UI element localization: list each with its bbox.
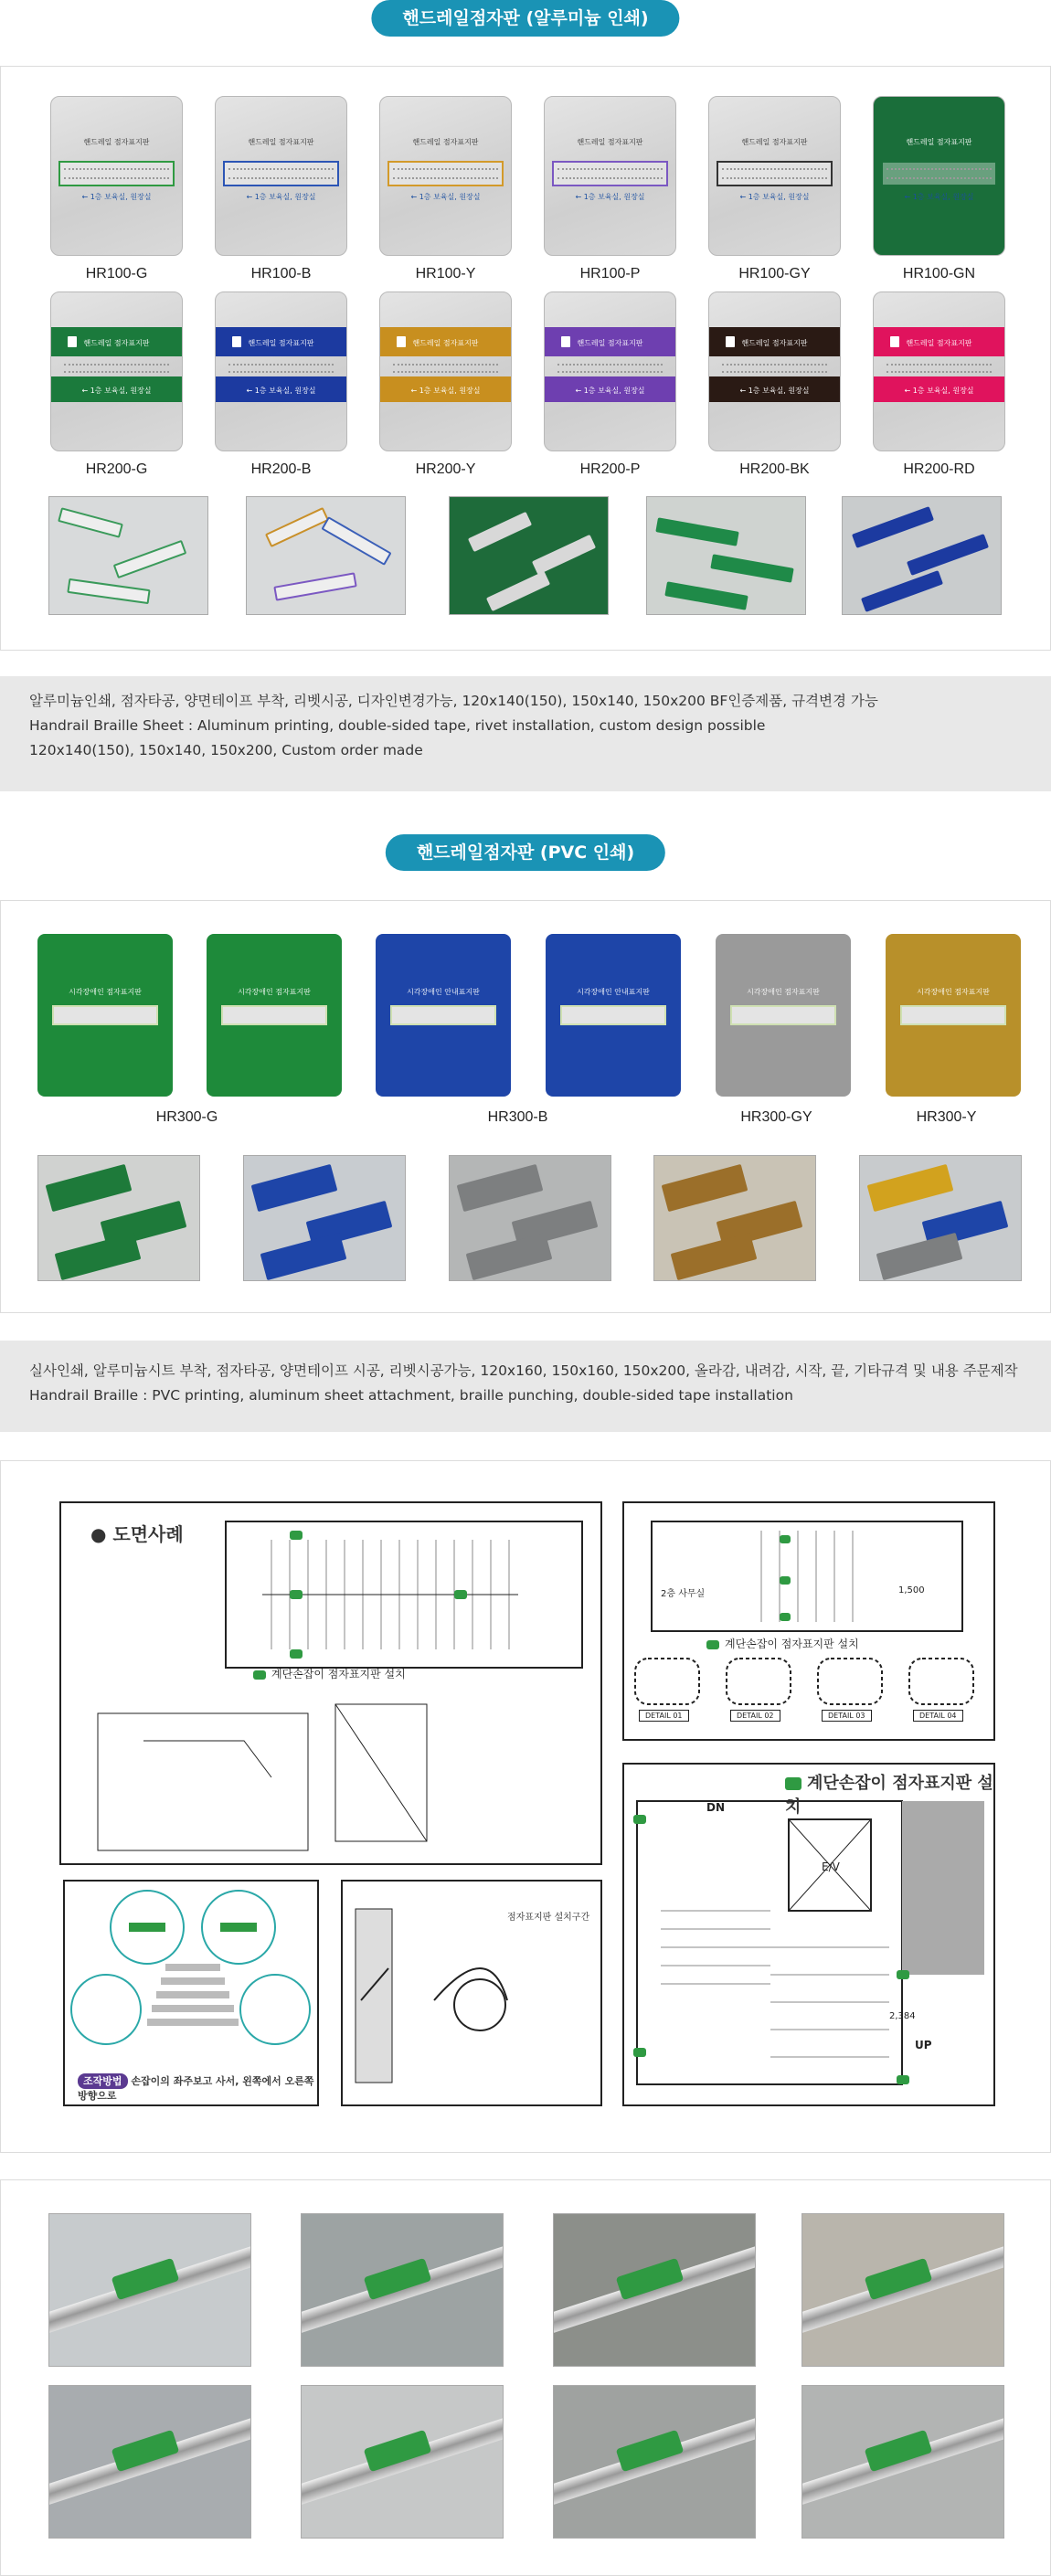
- card-hr100-y: [379, 96, 512, 256]
- card-title: 핸드레일 점자표지판: [412, 138, 479, 146]
- drawing-plan-main: [59, 1501, 602, 1865]
- pvc-braille-strip: [900, 1005, 1006, 1025]
- install-photos-frame: [0, 2179, 1051, 2576]
- pvc-card: [37, 934, 173, 1097]
- pvc-card-title: 시각장애인 점자표지판: [747, 988, 820, 996]
- caption-hr300-gy: HR300-GY: [740, 1109, 812, 1125]
- dim-label-1: 1,500: [898, 1585, 925, 1595]
- pvc-card: [716, 934, 851, 1097]
- card-hr200-b: [215, 292, 347, 451]
- drawing-plan-right: [622, 1501, 995, 1741]
- pvc-braille-strip: [730, 1005, 836, 1025]
- drawing-section: [341, 1880, 602, 2106]
- caption-hr100-p: HR100-P: [579, 266, 641, 281]
- section-label: 점자표지판 설치구간: [507, 1913, 590, 1923]
- card-direction: ← 1층 보육실, 원장실: [739, 387, 810, 395]
- pvc-photo-5: [859, 1155, 1022, 1281]
- card-direction: ← 1층 보육실, 원장실: [246, 193, 316, 201]
- card-title: 핸드레일 점자표지판: [577, 339, 643, 347]
- card-hr100-gy: [708, 96, 841, 256]
- caption-hr100-gy: HR100-GY: [738, 266, 811, 281]
- stair-plan-svg: [61, 1503, 600, 1863]
- guide-text: 손잡이의 좌주보고 사서, 왼쪽에서 오른쪽 방향으로: [78, 2075, 314, 2102]
- pvc-braille-strip: [560, 1005, 666, 1025]
- guide-caption: [78, 2073, 317, 2103]
- caption-hr300-g: HR300-G: [155, 1109, 218, 1125]
- detail-label: DETAIL 01: [639, 1710, 689, 1722]
- install-photo: [802, 2385, 1004, 2539]
- pvc-braille-strip: [52, 1005, 158, 1025]
- card-direction: ← 1층 보육실, 원장실: [904, 387, 974, 395]
- caption-hr200-g: HR200-G: [85, 461, 148, 477]
- pvc-card-title: 시각장애인 점자표지판: [238, 988, 311, 996]
- install-photo: [802, 2213, 1004, 2367]
- pvc-card-title: 시각장애인 점자표지판: [917, 988, 990, 996]
- detail-label: DETAIL 02: [730, 1710, 780, 1722]
- aluminum-samples-frame: [0, 66, 1051, 651]
- card-hr200-y: [379, 292, 512, 451]
- pvc-photo-1: [37, 1155, 200, 1281]
- install-photo: [301, 2385, 504, 2539]
- drawing-legend-3: 계단손잡이 점자표지판 설치: [785, 1774, 993, 1817]
- card-direction: ← 1층 보육실, 원장실: [410, 387, 481, 395]
- pvc-photo-2: [243, 1155, 406, 1281]
- section2-description: [0, 1341, 1051, 1432]
- desc-line-en-1: Handrail Braille Sheet : Aluminum printing, double-sided tape, rivet installation, custom design possible: [29, 717, 766, 734]
- card-hr100-gn: [873, 96, 1005, 256]
- card-hr100-p: [544, 96, 676, 256]
- desc2-line-ko: 실사인쇄, 알루미늄시트 부착, 점자타공, 양면테이프 시공, 리벳시공가능, 120x160, 150x160, 150x200, 올라감, 내려감, 시작, 끝, 기타규격 및 내용 주문제작: [29, 1362, 1018, 1379]
- drawing-legend-1: 계단손잡이 점자표지판 설치: [253, 1666, 406, 1681]
- caption-hr300-y: HR300-Y: [916, 1109, 977, 1125]
- card-direction: ← 1층 보육실, 원장실: [575, 193, 645, 201]
- caption-hr100-y: HR100-Y: [415, 266, 476, 281]
- card-title: 핸드레일 점자표지판: [741, 339, 808, 347]
- sample-photo-3: [449, 496, 609, 615]
- install-photo: [48, 2213, 251, 2367]
- caption-hr200-rd: HR200-RD: [903, 461, 975, 477]
- stair-plan-right-svg: [624, 1503, 993, 1739]
- detail-label: DETAIL 04: [913, 1710, 963, 1722]
- card-title: 핸드레일 점자표지판: [577, 138, 643, 146]
- detail-label: DETAIL 03: [822, 1710, 872, 1722]
- pvc-card: [546, 934, 681, 1097]
- card-direction: ← 1층 보육실, 원장실: [904, 193, 974, 201]
- card-direction: ← 1층 보육실, 원장실: [410, 193, 481, 201]
- card-hr100-g: [50, 96, 183, 256]
- card-direction: ← 1층 보육실, 원장실: [575, 387, 645, 395]
- drawing-heading: ● 도면사례: [90, 1523, 184, 1545]
- card-title: 핸드레일 점자표지판: [248, 339, 314, 347]
- desc-line-en-2: 120x140(150), 150x140, 150x200, Custom order made: [29, 742, 423, 758]
- card-hr200-bk: [708, 292, 841, 451]
- sample-photo-2: [246, 496, 406, 615]
- drawings-frame: [0, 1460, 1051, 2153]
- card-title: 핸드레일 점자표지판: [83, 339, 150, 347]
- caption-hr100-b: HR100-B: [250, 266, 312, 281]
- card-title: 핸드레일 점자표지판: [412, 339, 479, 347]
- caption-hr200-p: HR200-P: [579, 461, 641, 477]
- dim-label-3: 2,384: [889, 2011, 916, 2021]
- section1-title: 핸드레일점자판 (알루미늄 인쇄): [371, 0, 679, 37]
- card-title: 핸드레일 점자표지판: [83, 138, 150, 146]
- card-direction: ← 1층 보육실, 원장실: [81, 193, 152, 201]
- card-title: 핸드레일 점자표지판: [906, 339, 972, 347]
- caption-hr100-g: HR100-G: [85, 266, 148, 281]
- pvc-photo-4: [653, 1155, 816, 1281]
- card-title: 핸드레일 점자표지판: [906, 138, 972, 146]
- card-direction: ← 1층 보육실, 원장실: [246, 387, 316, 395]
- install-photo: [553, 2385, 756, 2539]
- desc-line-ko: 알루미늄인쇄, 점자타공, 양면테이프 부착, 리벳시공, 디자인변경가능, 120x140(150), 150x140, 150x200 BF인증제품, 규격변경 가능: [29, 693, 878, 709]
- pvc-card-title: 시각장애인 안내표지판: [577, 988, 650, 996]
- install-photo: [48, 2385, 251, 2539]
- room-label-1: 2층 사무실: [661, 1589, 706, 1599]
- pvc-samples-frame: [0, 900, 1051, 1313]
- up-label: UP: [915, 2039, 932, 2051]
- ev-label: E/V: [822, 1860, 840, 1873]
- drawing-plan-ev: [622, 1763, 995, 2106]
- sample-photo-1: [48, 496, 208, 615]
- card-direction: ← 1층 보육실, 원장실: [739, 193, 810, 201]
- guide-tag: 조작방법: [78, 2073, 128, 2089]
- pvc-card: [376, 934, 511, 1097]
- pvc-braille-strip: [221, 1005, 327, 1025]
- drawing-legend-2: 계단손잡이 점자표지판 설치: [706, 1636, 859, 1651]
- card-title: 핸드레일 점자표지판: [741, 138, 808, 146]
- caption-hr300-b: HR300-B: [487, 1109, 548, 1125]
- caption-hr200-b: HR200-B: [250, 461, 312, 477]
- card-hr200-p: [544, 292, 676, 451]
- pvc-card: [207, 934, 342, 1097]
- card-hr100-b: [215, 96, 347, 256]
- section1-description: [0, 676, 1051, 791]
- pvc-card-title: 시각장애인 점자표지판: [69, 988, 142, 996]
- pvc-card: [886, 934, 1021, 1097]
- pvc-braille-strip: [390, 1005, 496, 1025]
- section2-title: 핸드레일점자판 (PVC 인쇄): [386, 834, 665, 871]
- card-hr200-rd: [873, 292, 1005, 451]
- sample-photo-5: [842, 496, 1002, 615]
- dn-label: DN: [706, 1801, 726, 1814]
- install-photo: [301, 2213, 504, 2367]
- caption-hr200-y: HR200-Y: [415, 461, 476, 477]
- pvc-photo-3: [449, 1155, 611, 1281]
- desc2-line-en: Handrail Braille : PVC printing, aluminum sheet attachment, braille punching, double-sided tape installation: [29, 1387, 793, 1404]
- card-hr200-g: [50, 292, 183, 451]
- install-photo: [553, 2213, 756, 2367]
- sample-photo-4: [646, 496, 806, 615]
- pvc-card-title: 시각장애인 안내표지판: [407, 988, 480, 996]
- card-direction: ← 1층 보육실, 원장실: [81, 387, 152, 395]
- caption-hr200-bk: HR200-BK: [739, 461, 810, 477]
- card-title: 핸드레일 점자표지판: [248, 138, 314, 146]
- guide-svg: [65, 1882, 317, 2104]
- drawing-guide: [63, 1880, 319, 2106]
- caption-hr100-gn: HR100-GN: [902, 266, 976, 281]
